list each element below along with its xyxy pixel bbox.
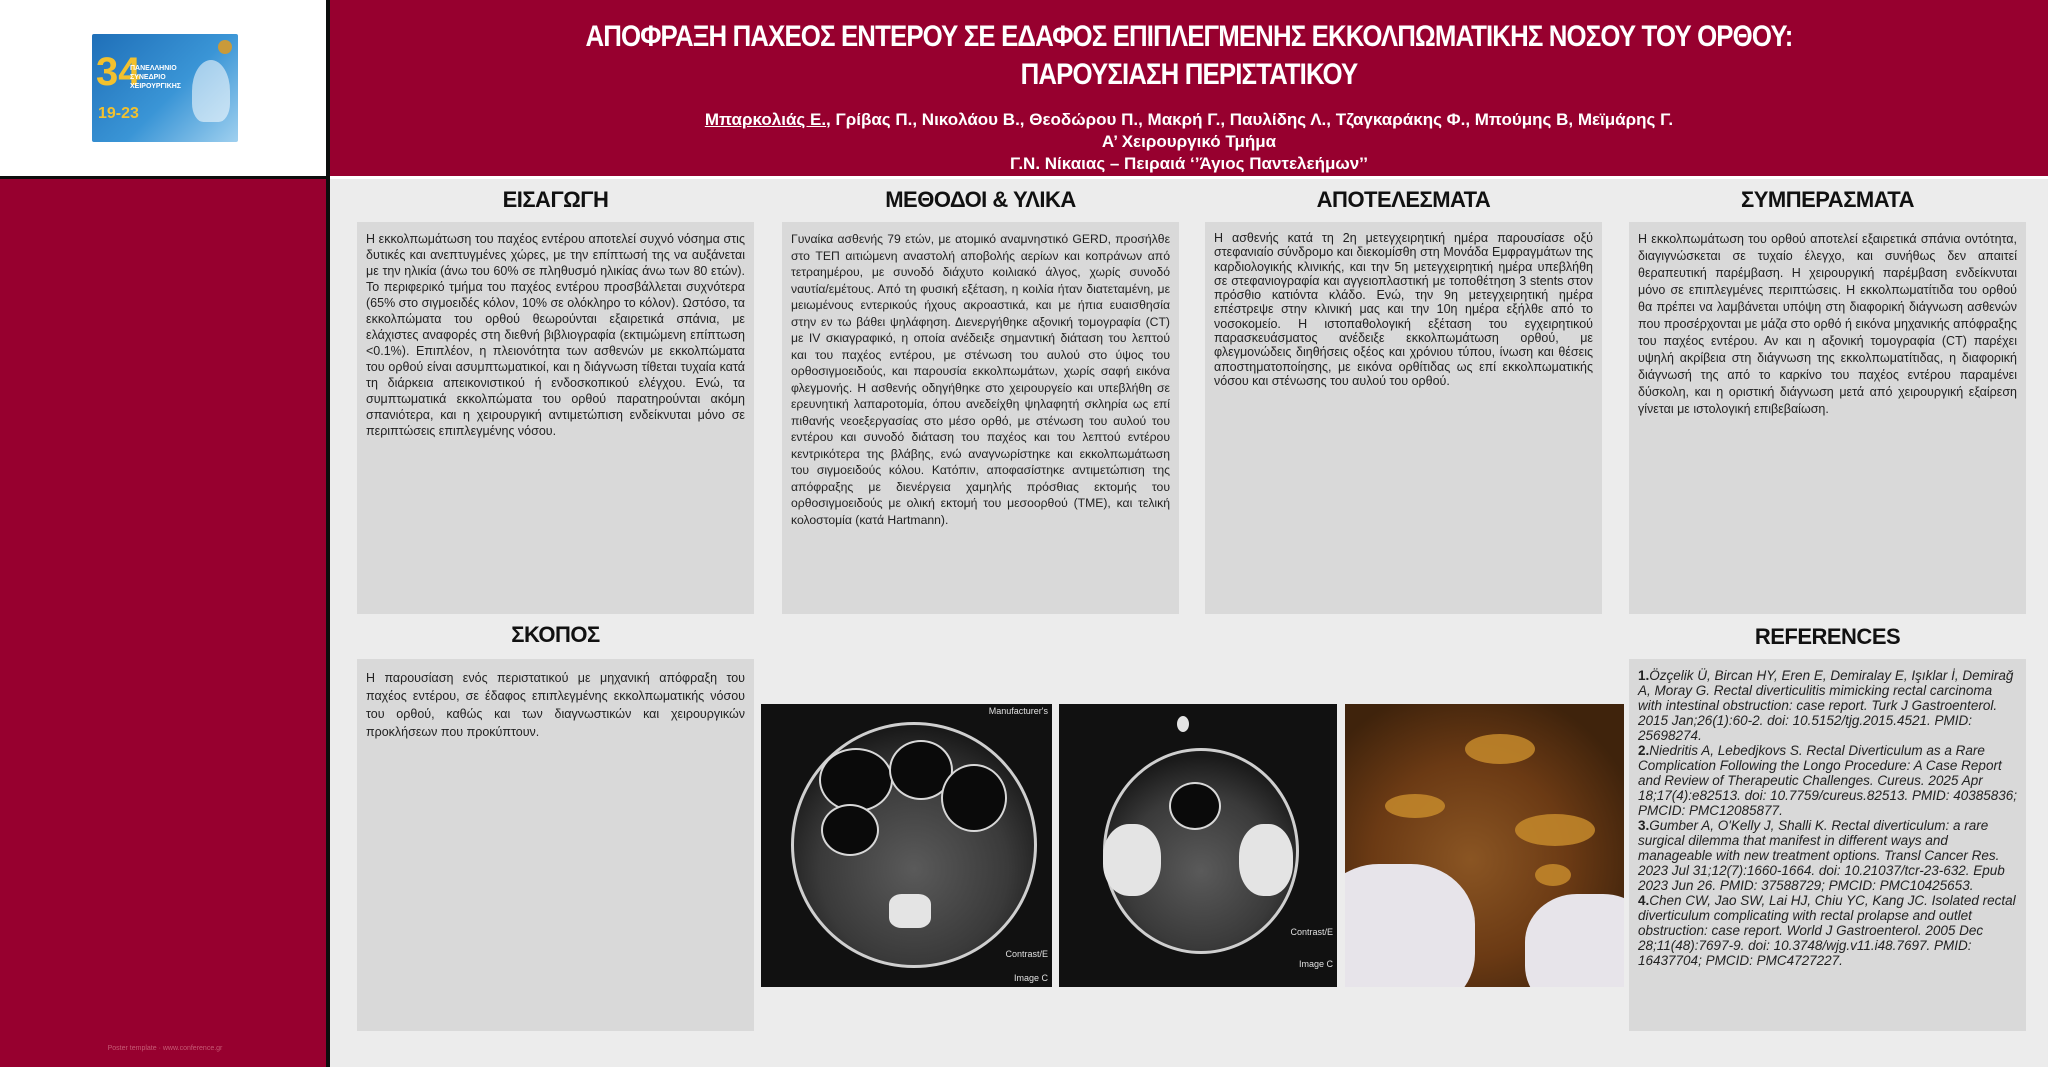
- seal-icon: [218, 40, 232, 54]
- logo-number: 34: [96, 50, 141, 94]
- conclusions-box: [1629, 222, 2026, 614]
- author-list: [330, 110, 2048, 130]
- left-panel: [0, 176, 326, 1067]
- poster-title-line2: ΠΑΡΟΥΣΙΑΣΗ ΠΕΡΙΣΤΑΤΙΚΟΥ: [1020, 58, 1358, 91]
- poster-header: [330, 0, 2048, 176]
- logo-text: ΠΑΝΕΛΛΗΝΙΟ ΣΥΝΕΔΡΙΟ ΧΕΙΡΟΥΡΓΙΚΗΣ: [130, 65, 182, 90]
- reference-number: 2.: [1638, 743, 1650, 758]
- reference-number: 1.: [1638, 668, 1650, 683]
- methods-title: ΜΕΘΟΔΟΙ & ΥΛΙΚΑ: [885, 187, 1076, 212]
- reference-item: [1638, 818, 2019, 893]
- department: Α’ Χειρουργικό Τμήμα: [1101, 132, 1277, 151]
- other-authors: , Γρίβας Π., Νικολάου Β., Θεοδώρου Π., Μακρή Γ., Παυλίδης Λ., Τζαγκαράκης Φ., Μπούμης Β, Μεϊμάρης Γ.: [826, 110, 1674, 129]
- aim-box: [357, 659, 754, 1031]
- results-box: [1205, 222, 1602, 614]
- reference-number: 3.: [1638, 818, 1650, 833]
- reference-item: [1638, 743, 2019, 818]
- aim-title: ΣΚΟΠΟΣ: [511, 622, 600, 647]
- conference-logo: [92, 34, 238, 142]
- left-footer: Poster template · www.conference.gr: [107, 1045, 223, 1052]
- aim-text: Η παρουσίαση ενός περιστατικού με μηχανική απόφραξη του παχέος εντέρου, σε έδαφος επιπλεγμένης εκκολπωματικής νόσου του ορθού, καθώς και των διαγνωστικών και χειρουργικών προκλήσεων που προκύπτουν.: [366, 671, 745, 739]
- first-author: Μπαρκολιάς Ε.: [704, 110, 827, 129]
- ct2-label-bottom1: Contrast/E: [1290, 927, 1333, 937]
- poster-title-line1: ΑΠΟΦΡΑΞΗ ΠΑΧΕΟΣ ΕΝΤΕΡΟΥ ΣΕ ΕΔΑΦΟΣ ΕΠΙΠΛΕΓΜΕΝΗΣ ΕΚΚΟΛΠΩΜΑΤΙΚΗΣ ΝΟΣΟΥ ΤΟΥ ΟΡΘΟΥ:: [585, 20, 1793, 53]
- conclusions-title: ΣΥΜΠΕΡΑΣΜΑΤΑ: [1741, 187, 1914, 212]
- ct-scan-image-2: [1059, 704, 1337, 987]
- ct-scan-image-1: [761, 704, 1052, 987]
- ct1-label-bottom2: Image C: [1013, 973, 1048, 983]
- reference-text: Chen CW, Jao SW, Lai HJ, Chiu YC, Kang JC. Isolated rectal diverticulum complicating with rectal prolapse and outlet obstruction: case report. World J Gastroenterol. 2005 Dec 28;11(48):7697-9. doi: 10.3748/wjg.v11.i48.7697. PMID: 16437704; PMCID: PMC4727227.: [1638, 893, 2016, 968]
- reference-text: Niedritis A, Lebedjkovs S. Rectal Diverticulum as a Rare Complication Following the Longo Procedure: A Case Report and Review of Therapeutic Challenges. Cureus. 2025 Apr 18;17(4):e82513. doi: 10.7759/cureus.82513. PMID: 40385836; PMCID: PMC12085877.: [1638, 743, 2018, 818]
- reference-item: [1638, 893, 2019, 968]
- results-text: Η ασθενής κατά τη 2η μετεγχειρητική ημέρα παρουσίασε οξύ στεφανιαίο σύνδρομο και διεκομίσθη στη Μονάδα Εμφραγμάτων της καρδιολογικής κλινικής, και την 5η μετεγχειρητική ημέρα υπεβλήθη σε στεφανιογραφία και αγγειοπλαστική με τοποθέτηση 3 stents στον πρόσθιο κατιόντα κλάδο. Ενώ, την 9η μετεγχειρητική ημέρα επέστρεψε στην κλινική μας και την 10η ημέρα εξήλθε από το νοσοκομείο. Η ιστοπαθολογική εξέταση του εγχειρητικού παρασκευάσματος ανέδειξε εκκολπωμάτωση ορθού, με φλεγμονώδεις διηθήσεις οξέος και χρόνιου τύπου, ίνωση και θέσεις αποστηματοποίησης, με εικόνα ορθίτιδας ως επί εκκολπωματικής νόσου και στένωσης του αυλού του ορθού.: [1214, 231, 1593, 388]
- reference-item: [1638, 668, 2019, 743]
- horizontal-divider: [0, 176, 330, 179]
- results-title: ΑΠΟΤΕΛΕΣΜΑΤΑ: [1316, 187, 1491, 212]
- methods-box: [782, 222, 1179, 614]
- reference-text: Özçelik Ü, Bircan HY, Eren E, Demiralay E, Işıklar İ, Demirağ A, Moray G. Rectal diverticulitis mimicking rectal carcinoma with intestinal obstruction: case report. Turk J Gastroenterol. 2015 Jan;26(1):60-2. doi: 10.5152/tjg.2015.4521. PMID: 25698274.: [1638, 668, 2014, 743]
- ct1-label-bottom1: Contrast/E: [1005, 949, 1048, 959]
- intro-box: [357, 222, 754, 614]
- logo-area: [0, 0, 326, 176]
- ct1-label-top: Manufacturer's: [988, 706, 1048, 716]
- methods-text: Γυναίκα ασθενής 79 ετών, με ατομικό αναμνηστικό GERD, προσήλθε στο ΤΕΠ αιτιώμενη αναστολή αποβολής αερίων και κοπράνων από τετραημέρου, με συνοδό διάχυτο κοιλιακό άλγος, χωρίς συνοδό ναυτία/εμέτους. Από τη φυσική εξέταση, η κοιλία ήταν διατεταμένη, με μειωμένους εντερικούς ήχους ακροαστικά, και με ήπια ευαισθησία στην εν τω βάθει ψηλάφηση. Διενεργήθηκε αξονική τομογραφία (CT) με IV σκιαγραφικό, η οποία ανέδειξε σημαντική διάταση του λεπτού και του παχέος εντέρου, με στένωση του αυλού στο ύψος του ορθοσιγμοειδούς, και παρουσία εκκολπωμάτων, χωρίς σαφή εικόνα φλεγμονής. Η ασθενής οδηγήθηκε στο χειρουργείο και υπεβλήθη σε ερευνητική λαπαροτομία, όπου ανεδείχθη ψηλαφητή σκληρία ως επί πιθανής νεοεξεργασίας στο μέσο ορθό, με στένωση του αυλού του εντέρου και συνοδό διάταση του παχέος και του λεπτού εντέρου κεντρικότερα της βλάβης, ενώ αναγνωρίστηκε και εκκολπωμάτωση του σιγμοειδούς κόλου. Κατόπιν, αποφασίστηκε αντιμετώπιση της απόφραξης με διενέργεια χαμηλής πρόσθιας εκτομής του ορθοσιγμοειδούς με ολική εκτομή του μεσοορθού (TME), και τελική κολοστομία (κατά Hartmann).: [791, 232, 1170, 527]
- references-title: REFERENCES: [1754, 624, 1901, 649]
- logo-date: 19-23: [98, 105, 139, 122]
- hospital: Γ.Ν. Νίκαιας – Πειραιά ‘’Άγιος Παντελεήμων’’: [1009, 154, 1368, 173]
- surgical-specimen-photo: [1345, 704, 1624, 987]
- ct2-label-bottom2: Image C: [1298, 959, 1333, 969]
- references-list: [1638, 668, 2019, 968]
- reference-text: Gumber A, O'Kelly J, Shalli K. Rectal diverticulum: a rare surgical dilemma that manifest in different ways and manageable with new treatment options. Transl Cancer Res. 2023 Jul 31;12(7):1660-1664. doi: 10.21037/tcr-23-632. Epub 2023 Jun 26. PMID: 37588729; PMCID: PMC10425653.: [1638, 818, 2005, 893]
- references-box: [1629, 659, 2026, 1031]
- conclusions-text: Η εκκολπωμάτωση του ορθού αποτελεί εξαιρετικά σπάνια οντότητα, διαγιγνώσκεται σε τυχαίο έλεγχο, και συνήθως δεν απαιτεί θεραπευτική παρέμβαση. Η χειρουργική παρέμβαση ενδείκνυται μόνο σε επιπλεγμένες περιπτώσεις. Η εκκολπωματίτιδα του ορθού θα πρέπει να λαμβάνεται υπόψη στη διαφορική διάγνωση ασθενών που προσέρχονται με μάζα στο ορθό ή εικόνα μηχανικής απόφραξης του παχέος εντέρου. Αν και η αξονική τομογραφία (CT) παρέχει υψηλή ακρίβεια στη διάγνωση της εκκολπωματίτιδας, η διαφορική διάγνωσή της από το καρκίνο του παχέος εντέρου παραμένει δύσκολη, και η οριστική διάγνωση μετά από χειρουργική εξαίρεση γίνεται με ιστολογική επιβεβαίωση.: [1638, 232, 2017, 416]
- intro-title: ΕΙΣΑΓΩΓΗ: [502, 187, 609, 212]
- robot-icon: [192, 60, 230, 122]
- reference-number: 4.: [1638, 893, 1650, 908]
- intro-text: Η εκκολπωμάτωση του παχέος εντέρου αποτελεί συχνό νόσημα στις δυτικές και ανεπτυγμένες χώρες, με την επίπτωσή της να αυξάνεται με την ηλικία (άνω του 60% σε πληθυσμό ηλικίας άνω των 80 ετών). Το περιφερικό τμήμα του παχέος εντέρου προσβάλλεται συχνότερα (65% στο σιγμοειδές κόλον, 10% σε ολόκληρο το κόλον). Ωστόσο, τα εκκολπώματα του ορθού θεωρούνται εξαιρετικά σπάνια, με ελάχιστες αναφορές στη διεθνή βιβλιογραφία (εκτιμώμενη επίπτωση <0.1%). Επιπλέον, η πλειονότητα των ασθενών με εκκολπώματα του ορθού είναι ασυμπτωματικοί, και η διάγνωση τίθεται τυχαία κατά τη διάρκεια απεικονιστικού ή ενδοσκοπικού ελέγχου. Ενώ, τα συμπτωματικά εκκολπώματα του ορθού παρατηρούνται ακόμη σπανιότερα, και η χειρουργική αντιμετώπιση ενδείκνυται μόνο σε περιπτώσεις επιπλεγμένης νόσου.: [366, 232, 745, 438]
